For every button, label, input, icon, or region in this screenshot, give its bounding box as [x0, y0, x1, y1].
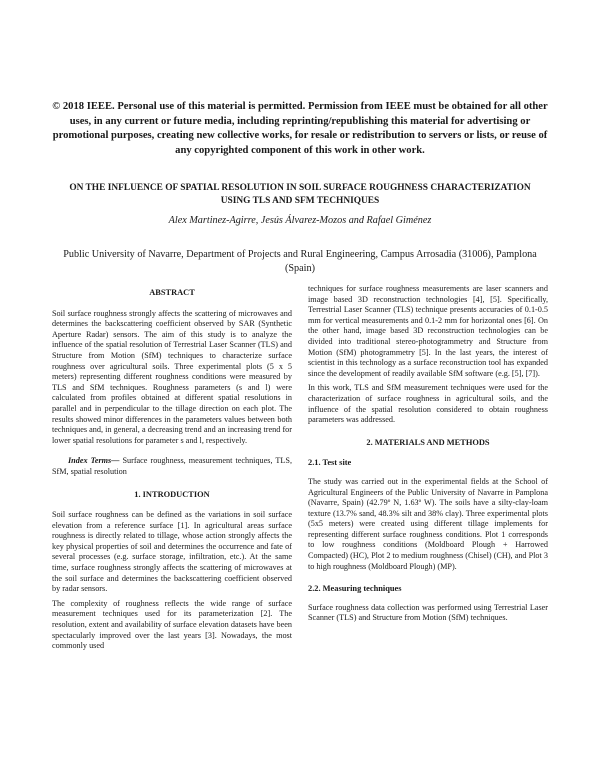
abstract-heading: ABSTRACT: [149, 288, 195, 297]
left-column: [52, 288, 292, 656]
introduction-paragraph-2-continued: techniques for surface roughness measurements are laser scanners and image based 3D reconstruction technologies [4], [5]. Specifically, Terrestrial Laser Scanner (TLS) technique presents accuracies of 0.1-0.5 mm for vertical measurements and 0.1-2 mm for horizontal ones [6]. On the other hand, image based 3D reconstruction technologies can be divided into traditional stereo-photogrammetry and Structure from Motion (SfM) photogrammetry [5]. In the last years, the interest of scientist in this technology as a surface reconstruction tool has expanded since the development of readily available SfM software (e.g. [5], [7]).: [308, 284, 548, 378]
paper-authors: Alex Martinez-Agirre, Jesús Álvarez-Mozos and Rafael Giménez: [168, 215, 432, 226]
author-affiliation: Public University of Navarre, Department of Projects and Rural Engineering, Campus Arrosadia (31006), Pamplona (Spain): [63, 249, 537, 274]
introduction-paragraph-2: The complexity of roughness reflects the wide range of surface measurement techniques used for its parameterization [2]. The resolution, extent and availability of surface elevation datasets have been spectacularly improved over the last years [3]. Nowadays, the most commonly used: [52, 598, 292, 651]
index-terms: [52, 456, 292, 477]
abstract-text: Soil surface roughness strongly affects the scattering of microwaves and determines the backscattering coefficient observed by SAR (Synthetic Aperture Radar) sensors. The aim of this study is to analyze the influence of the spatial resolution of Terrestrial Laser Scanner (TLS) and Structure from Motion (SfM) techniques to characterize surface roughness over agricultural soils. Three experimental plots (5 x 5 meters) representing different roughness conditions were measured by TLS and SfM techniques. Roughness parameters (s and l) were calculated from profiles obtained at different spatial resolutions in parallel and in perpendicular to the tillage direction on each plot. The results showed minor differences in the parameters values between both techniques and, in general, a decreasing trend and an increasing trend for lower spatial resolutions for parameter s and l, respectively.: [52, 308, 292, 445]
paper-title: ON THE INFLUENCE OF SPATIAL RESOLUTION IN SOIL SURFACE ROUGHNESS CHARACTERIZATION USING TLS AND SFM TECHNIQUES: [69, 183, 531, 206]
measuring-techniques-heading: 2.2. Measuring techniques: [308, 584, 402, 594]
measuring-techniques-text: Surface roughness data collection was performed using Terrestrial Laser Scanner (TLS) and Structure from Motion (SfM) techniques.: [308, 602, 548, 623]
index-terms-label: Index Terms—: [68, 456, 120, 466]
right-column: [308, 284, 548, 628]
methods-heading: 2. MATERIALS AND METHODS: [366, 437, 490, 447]
copyright-notice: © 2018 IEEE. Personal use of this material is permitted. Permission from IEEE must be obtained for all other uses, in any current or future media, including reprinting/republishing this material for advertising or promotional purposes, creating new collective works, for resale or redistribution to servers or lists, or reuse of any copyrighted component of this work in other work.: [52, 101, 548, 156]
introduction-heading: 1. INTRODUCTION: [134, 489, 210, 499]
introduction-paragraph-1: Soil surface roughness can be defined as the variations in soil surface elevation from a reference surface [1]. In agricultural areas surface roughness is directly related to tillage, whose action strongly affects the key physical properties of soil and determines the occurrence and fate of several processes (e.g. surface storage, infiltration, etc.). At the same time, surface roughness strongly affects the scattering of microwaves at the soil surface and determines the backscattering coefficient observed by radar sensors.: [52, 510, 292, 594]
index-terms-text: Surface roughness, measurement techniques, TLS, SfM, spatial resolution: [52, 456, 292, 476]
test-site-text: The study was carried out in the experimental fields at the School of Agricultural Engineers of the Public University of Navarre in Pamplona (Navarre, Spain) (42.79º N, 1.63º W). The soils have a silty-clay-loam texture (13.7% sand, 48.3% silt and 38% clay). Three experimental plots (5x5 meters) were created using different tillage implements for representing different surface roughness conditions. Plot 1 corresponds to low roughness conditions (Moldboard Plough + Harrowed Compacted) (HC), Plot 2 to medium roughness (Chisel) (CH), and Plot 3 to high roughness (Moldboard Plough) (MP).: [308, 476, 548, 571]
test-site-heading: 2.1. Test site: [308, 458, 352, 468]
introduction-paragraph-3: In this work, TLS and SfM measurement techniques were used for the characterization of surface roughness in agricultural soils, and the influence of the spatial resolution considered to obtain roughness parameters was addressed.: [308, 383, 548, 425]
